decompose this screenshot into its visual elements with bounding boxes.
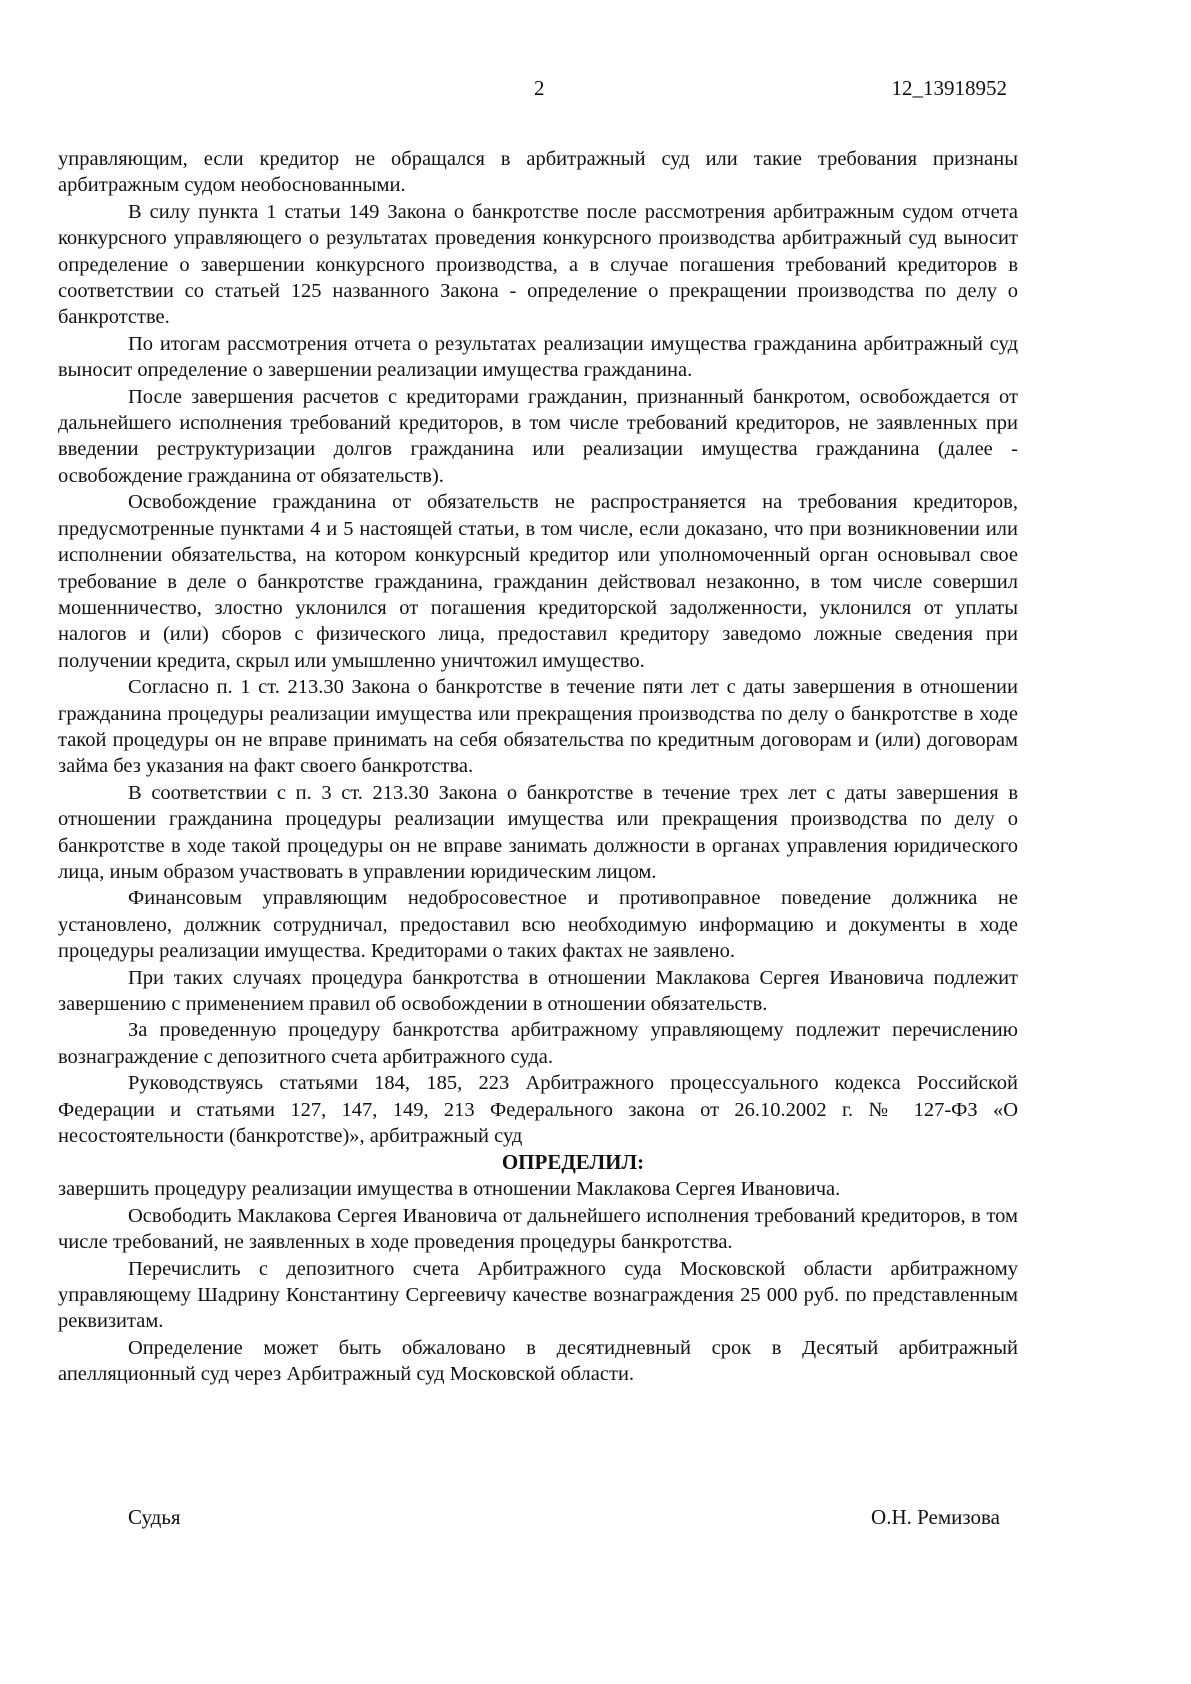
body-paragraph: При таких случаях процедура банкротства в отношении Маклакова Сергея Ивановича подлежит завершению с применением правил об освобождении в отношении обязательств. — [58, 966, 1018, 1015]
body-paragraph: После завершения расчетов с кредиторами гражданин, признанный банкротом, освобождается от дальнейшего исполнения требований кредиторов, в том числе требований кредиторов, не заявленных при введении реструктуризации долгов гражданина или реализации имущества гражданина (далее - освобождение гражданина от обязательств). — [58, 385, 1018, 487]
case-number: 12_13918952 — [891, 76, 1007, 100]
page-number: 2 — [534, 76, 545, 100]
body-paragraph: По итогам рассмотрения отчета о результатах реализации имущества гражданина арбитражный суд выносит определение о завершении реализации имущества гражданина. — [58, 332, 1018, 382]
document-body — [58, 146, 1018, 1388]
body-paragraph: За проведенную процедуру банкротства арбитражному управляющему подлежит перечислению вознаграждение с депозитного счета арбитражного суда. — [58, 1019, 1018, 1068]
decision-paragraph: Определение может быть обжаловано в десятидневный срок в Десятый арбитражный апелляционный суд через Арбитражный суд Московской области. — [58, 1336, 1018, 1386]
body-paragraph: Финансовым управляющим недобросовестное и противоправное поведение должника не установлено, должник сотрудничал, предоставил всю необходимую информацию и документы в ходе процедуры реализации имущества. Кредиторами о таких фактах не заявлено. — [58, 887, 1018, 963]
decision-paragraph: завершить процедуру реализации имущества в отношении Маклакова Сергея Ивановича. — [58, 1178, 841, 1201]
decision-heading: ОПРЕДЕЛИЛ: — [501, 1150, 645, 1175]
body-paragraph: управляющим, если кредитор не обращался в арбитражный суд или такие требования признаны арбитражным судом необоснованными. — [58, 148, 1018, 197]
judge-name: О.Н. Ремизова — [871, 1505, 1000, 1529]
judge-title: Судья — [128, 1505, 181, 1529]
body-paragraph: Руководствуясь статьями 184, 185, 223 Арбитражного процессуального кодекса Российской Федерации и статьями 127, 147, 149, 213 Федерального закона от 26.10.2002 г. № 127-ФЗ «О несостоятельности (банкротстве)», арбитражный суд — [58, 1072, 1018, 1148]
body-paragraph: В силу пункта 1 статьи 149 Закона о банкротстве после рассмотрения арбитражным судом отчета конкурсного управляющего о результатах проведения конкурсного производства арбитражный суд выносит определение о завершении конкурсного производства, а в случае погашения требований кредиторов в соответствии со статьей 125 названного Закона - определение о прекращении производства по делу о банкротстве. — [58, 200, 1018, 329]
decision-paragraph: Освободить Маклакова Сергея Ивановича от дальнейшего исполнения требований кредиторов, в том числе требований, не заявленных в ходе проведения процедуры банкротства. — [58, 1204, 1018, 1254]
page-header — [0, 76, 1191, 106]
body-paragraph: Согласно п. 1 ст. 213.30 Закона о банкротстве в течение пяти лет с даты завершения в отношении гражданина процедуры реализации имущества или прекращения производства по делу о банкротстве в ходе такой процедуры он не вправе принимать на себя обязательства по кредитным договорам и (или) договорам займа без указания на факт своего банкротства. — [58, 676, 1018, 778]
decision-paragraph: Перечислить с депозитного счета Арбитражного суда Московской области арбитражному управляющему Шадрину Константину Сергеевичу качестве вознаграждения 25 000 руб. по представленным реквизитам. — [58, 1257, 1018, 1333]
body-paragraph: В соответствии с п. 3 ст. 213.30 Закона о банкротстве в течение трех лет с даты завершения в отношении гражданина процедуры реализации имущества или прекращения производства по делу о банкротстве в ходе такой процедуры он не вправе занимать должности в органах управления юридического лица, иным образом участвовать в управлении юридическим лицом. — [58, 781, 1018, 883]
body-paragraph: Освобождение гражданина от обязательств не распространяется на требования кредиторов, предусмотренные пунктами 4 и 5 настоящей статьи, в том числе, если доказано, что при возникновении или исполнении обязательства, на котором конкурсный кредитор или уполномоченный орган основывал свое требование в деле о банкротстве гражданина, гражданин действовал незаконно, в том числе совершил мошенничество, злостно уклонился от погашения кредиторской задолженности, уклонился от уплаты налогов и (или) сборов с физического лица, предоставил кредитору заведомо ложные сведения при получении кредита, скрыл или умышленно уничтожил имущество. — [58, 491, 1018, 672]
